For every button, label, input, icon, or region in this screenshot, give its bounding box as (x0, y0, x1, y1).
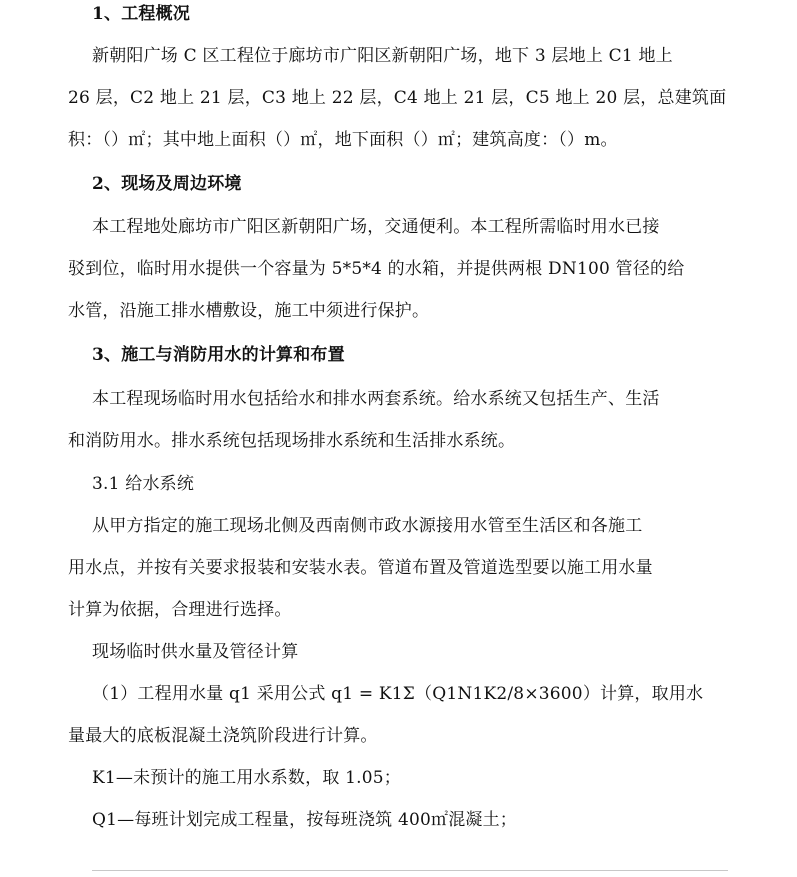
section-1-heading: 1、工程概况 (92, 4, 191, 24)
q1-definition: Q1—每班计划完成工程量，按每班浇筑 400㎡混凝土； (92, 810, 518, 830)
k1-definition: K1—未预计的施工用水系数，取 1.05； (92, 768, 401, 788)
paragraph-line: 量最大的底板混凝土浇筑阶段进行计算。 (68, 726, 378, 746)
paragraph-line: 从甲方指定的施工现场北侧及西南侧市政水源接用水管至生活区和各施工 (92, 516, 643, 536)
paragraph-line: 驳到位，临时用水提供一个容量为 5*5*4 的水箱，并提供两根 DN100 管径的给 (68, 259, 685, 279)
paragraph-line: 积：（）㎡；其中地上面积（）㎡，地下面积（）㎡；建筑高度：（）m。 (68, 130, 618, 150)
page-bottom-divider (92, 870, 728, 871)
paragraph-line: 水管，沿施工排水槽敷设，施工中须进行保护。 (68, 301, 430, 321)
paragraph-line: （1）工程用水量 q1 采用公式 q1 = K1Σ（Q1N1K2/8×3600）计算，取用水 (92, 684, 704, 704)
section-2-heading: 2、现场及周边环境 (92, 174, 242, 194)
paragraph-line: 26 层，C2 地上 21 层，C3 地上 22 层，C4 地上 21 层，C5 地上 20 层，总建筑面 (68, 88, 727, 108)
paragraph-line: 计算为依据，合理进行选择。 (68, 600, 292, 620)
paragraph-line: 和消防用水。排水系统包括现场排水系统和生活排水系统。 (68, 431, 516, 451)
paragraph-line: 本工程地处廊坊市广阳区新朝阳广场，交通便利。本工程所需临时用水已接 (92, 217, 660, 237)
paragraph-line: 用水点，并按有关要求报装和安装水表。管道布置及管道选型要以施工用水量 (68, 558, 653, 578)
paragraph-line: 本工程现场临时用水包括给水和排水两套系统。给水系统又包括生产、生活 (92, 389, 660, 409)
calc-title: 现场临时供水量及管径计算 (92, 642, 299, 662)
section-3-heading: 3、施工与消防用水的计算和布置 (92, 345, 345, 365)
subsection-3-1-heading: 3.1 给水系统 (92, 474, 195, 494)
paragraph-line: 新朝阳广场 C 区工程位于廊坊市广阳区新朝阳广场，地下 3 层地上 C1 地上 (92, 46, 673, 66)
